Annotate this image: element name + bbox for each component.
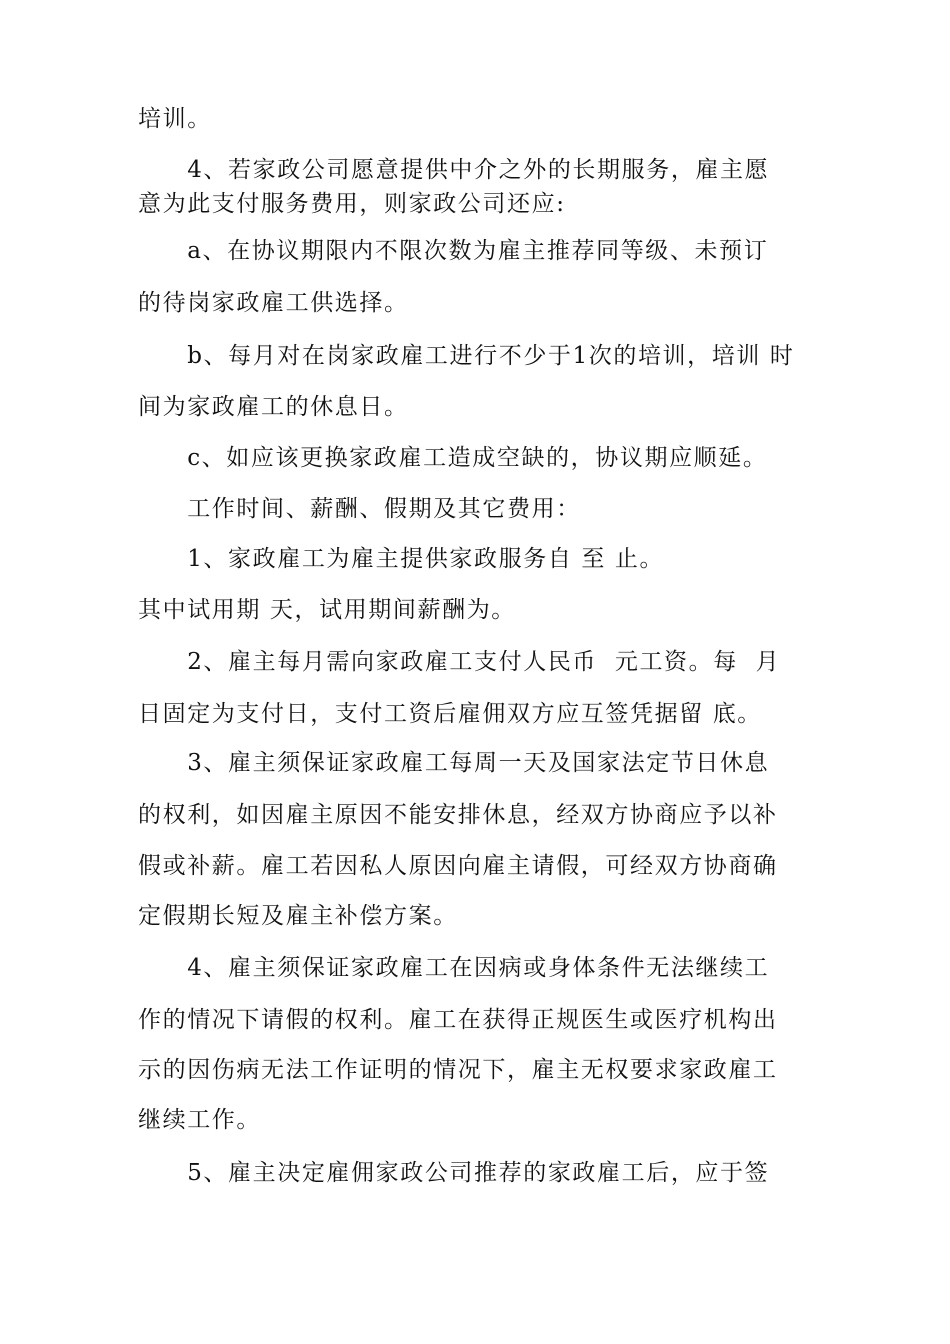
- text-line: c、如应该更换家政雇工造成空缺的，协议期应顺延。: [138, 445, 768, 471]
- text-line: 其中试用期 天，试用期间薪酬为。: [138, 597, 516, 623]
- text-line: 5、雇主决定雇佣家政公司推荐的家政雇工后，应于签: [138, 1160, 770, 1186]
- text-line: a、在协议期限内不限次数为雇主推荐同等级、未预订: [138, 238, 769, 264]
- text-line: 的待岗家政雇工供选择。: [138, 290, 409, 316]
- text-line: 4、若家政公司愿意提供中介之外的长期服务，雇主愿: [138, 157, 770, 183]
- text-line: 3、雇主须保证家政雇工每周一天及国家法定节日休息: [138, 750, 770, 776]
- text-line: 1、家政雇工为雇主提供家政服务自 至 止。: [138, 546, 665, 572]
- text-line: 作的情况下请假的权利。雇工在获得正规医生或医疗机构出: [138, 1007, 778, 1033]
- text-line: 假或补薪。雇工若因私人原因向雇主请假，可经双方协商确: [138, 853, 778, 879]
- text-line: 定假期长短及雇主补偿方案。: [138, 903, 458, 929]
- section-heading: 工作时间、薪酬、假期及其它费用：: [138, 496, 581, 522]
- text-line: 示的因伤病无法工作证明的情况下，雇主无权要求家政雇工: [138, 1057, 778, 1083]
- text-line: 2、雇主每月需向家政雇工支付人民币 元工资。每 月: [138, 649, 781, 675]
- text-line: b、每月对在岗家政雇工进行不少于1次的培训，培训 时: [138, 343, 795, 369]
- text-line: 4、雇主须保证家政雇工在因病或身体条件无法继续工: [138, 955, 770, 981]
- text-line: 培训。: [138, 106, 212, 132]
- text-line: 意为此支付服务费用，则家政公司还应:: [138, 191, 566, 217]
- text-line: 间为家政雇工的休息日。: [138, 394, 409, 420]
- text-line: 的权利，如因雇主原因不能安排休息，经双方协商应予以补: [138, 802, 778, 828]
- text-line: 继续工作。: [138, 1107, 261, 1133]
- text-line: 日固定为支付日，支付工资后雇佣双方应互签凭据留 底。: [138, 701, 762, 727]
